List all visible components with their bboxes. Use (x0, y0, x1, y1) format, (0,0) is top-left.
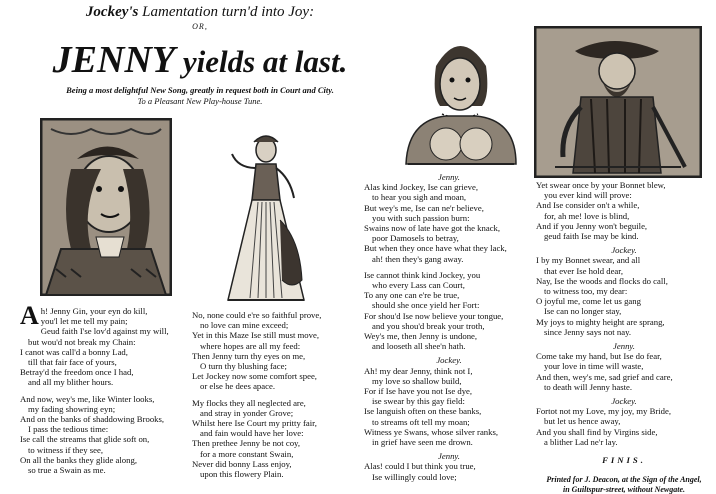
verse-line: Geud faith I'se lov'd against my will, (40, 326, 169, 337)
verse-line: for, ah me! love is blind, (544, 210, 630, 221)
verse-line: my fading showring eyn; (28, 403, 116, 414)
verse-line: to death will Jenny haste. (544, 381, 633, 392)
verse-line: Alas kind Jockey, Ise can grieve, (364, 182, 479, 193)
verse-line: Never did bonny Lass enjoy, (192, 458, 292, 469)
verse-line: O joyful me, come let us gang (536, 296, 641, 307)
verse-line: to witness if they see, (28, 444, 104, 455)
verse-line: For shou'd Ise now believe your tongue, (364, 310, 504, 321)
verse-line: Come take my hand, but Ise do fear, (536, 351, 662, 362)
verse-line: Ise languish often on these banks, (364, 406, 482, 417)
verse-line: Whilst here Ise Court my pritty fair, (192, 418, 317, 429)
verse-line: and you shou'd break your troth, (372, 320, 485, 331)
verse-line: To any one can e're be true, (364, 290, 460, 301)
verse-line: But wey's me, Ise can ne'r believe, (364, 202, 484, 213)
verse-line: I canot was call'd a bonny Lad, (20, 346, 128, 357)
verse-line: where hopes are all my feed: (200, 340, 301, 351)
verse-line: And Ise consider on't a while, (536, 200, 640, 211)
verse-line: and all my blither hours. (28, 377, 114, 388)
verse-line: ise swear by this gay field: (372, 396, 465, 407)
verse-line: since Jenny says not nay. (544, 326, 632, 337)
verse-line: h! Jenny Gin, your eyn do kill, (40, 306, 148, 316)
verse-line: For if Ise have you not Ise dye, (364, 386, 473, 397)
verse-line: and looseth all shee'n hath. (372, 341, 466, 352)
drop-cap-letter: A (20, 301, 39, 330)
verse-line: my love so shallow build, (372, 375, 462, 386)
verse-line: And now, wey's me, like Winter looks, (20, 393, 155, 404)
verse-line: in grief have seen me drown. (372, 437, 473, 448)
verse-line: or else he dees apace. (200, 381, 276, 392)
verse-line: for a more constant Swain, (200, 448, 294, 459)
verse-line: My flocks they all neglected are, (192, 397, 306, 408)
woodcut-lady-figure (220, 130, 312, 308)
verse-line: to streams oft tell my moan; (372, 416, 470, 427)
verse-line: ah! then they's gang away. (372, 253, 464, 264)
ballad-main-title: JENNY yields at last. (52, 39, 348, 81)
verse-line: My joys to mighty height are sprang, (536, 316, 665, 327)
verse-line: Ise can no longer stay, (544, 306, 622, 317)
verse-line: Let Jockey now some comfort spee, (192, 371, 317, 382)
verse-line: Betray'd the freedom once I had, (20, 367, 134, 378)
verse-line: you'l let me tell my pain; (40, 316, 128, 327)
ballad-column-3 (364, 172, 534, 482)
ballad-title-line1: Jockey's Lamentation turn'd into Joy: (85, 4, 315, 20)
verse-line: Witness ye Swans, whose silver ranks, (364, 426, 499, 437)
verse-line: till that fair face of yours, (28, 357, 117, 368)
verse-line: And if you Jenny won't beguile, (536, 220, 648, 231)
woodcut-gentleman-portrait (40, 118, 172, 296)
verse-line: Ise call the streams that glide soft on, (20, 434, 150, 445)
verse-line: But when they once have what they lack, (364, 243, 507, 254)
verse-line: And then, wey's me, sad grief and care, (536, 371, 673, 382)
verse-line: who every Lass can Court, (372, 280, 465, 291)
verse-line: Nay, Ise the woods and flocks do call, (536, 275, 668, 286)
verse-line: your love in time will waste, (544, 361, 644, 372)
verse-line: you ever kind will prove: (544, 190, 632, 201)
verse-line: Yet swear once by your Bonnet blew, (536, 180, 666, 190)
speaker-heading: Jockey. (611, 396, 637, 407)
verse-line: Ah! my dear Jenny, think not I, (364, 365, 473, 376)
woodcut-lady-bust (402, 28, 520, 168)
ballad-column-4 (536, 180, 712, 494)
verse-line: and stray in yonder Grove; (200, 407, 294, 418)
woodcut-cavalier-figure (534, 26, 702, 178)
verse-line: poor Damosels to betray, (372, 233, 459, 244)
verse-line: that ever Ise hold dear, (544, 265, 624, 276)
verse-line: a blither Lad ne'r lay. (544, 436, 618, 447)
speaker-heading: Jenny. (613, 341, 635, 352)
speaker-heading: Jockey. (436, 355, 462, 366)
verse-line: but let us hence away, (544, 416, 621, 427)
verse-line: upon this flowery Plain. (200, 469, 284, 480)
verse-line: Ise cannot think kind Jockey, you (364, 269, 481, 280)
verse-line: No, none could e're so faithful prove, (192, 310, 322, 320)
ballad-subtitle: Being a most delightful New Song, greatly in request both in Court and City. (66, 85, 334, 95)
verse-line: so true a Swain as me. (28, 465, 106, 476)
verse-line: Wey's me, then Jenny is undone, (364, 331, 478, 342)
ballad-tune: To a Pleasant New Play-house Tune. (137, 96, 263, 106)
verse-line: Alas! could I but think you true, (364, 461, 476, 472)
verse-line: to hear you sigh and moan, (372, 192, 467, 203)
verse-line: O turn thy blushing face; (200, 361, 287, 372)
ballad-column-1 (20, 301, 190, 476)
verse-line: Swains now of late have got the knack, (364, 223, 501, 234)
verse-line: should she once yield her Fort: (372, 300, 480, 311)
ballad-column-2 (192, 310, 364, 479)
verse-line: no love can mine exceed; (200, 320, 289, 331)
finis-label: FINIS. (602, 455, 646, 466)
verse-line: I pass the tedious time: (28, 424, 109, 435)
verse-line: Then Jenny turn thy eyes on me, (192, 350, 306, 361)
imprint-line-1: Printed for J. Deacon, at the Sign of the Angel, (546, 475, 702, 485)
verse-line: and fain would have her love: (200, 428, 304, 439)
verse-line: geud faith Ise may be kind. (544, 231, 639, 242)
verse-line: Ise willingly could love; (372, 471, 457, 482)
verse-line: On all the banks they glide along, (20, 454, 138, 465)
verse-line: you with such passion burn: (372, 212, 470, 223)
verse-line: but wou'd not break my Chain: (28, 336, 136, 347)
imprint-line-2: in Guiltspur-street, without Newgate. (562, 484, 686, 494)
ballad-title-or: OR, (192, 22, 208, 31)
speaker-heading: Jockey. (611, 245, 637, 256)
verse-line: to witness too, my dear: (544, 286, 628, 297)
verse-line: Fortot not my Love, my joy, my Bride, (536, 406, 672, 417)
speaker-heading: Jenny. (438, 172, 460, 182)
speaker-heading: Jenny. (438, 451, 460, 462)
verse-line: Yet in this Maze Ise still must move, (192, 330, 320, 341)
verse-line: Then prethee Jenny be not coy, (192, 438, 300, 449)
verse-line: And on the banks of shaddowing Brooks, (20, 414, 165, 425)
verse-line: And you shall find by Virgins side, (536, 426, 658, 437)
verse-line: I by my Bonnet swear, and all (536, 255, 641, 266)
